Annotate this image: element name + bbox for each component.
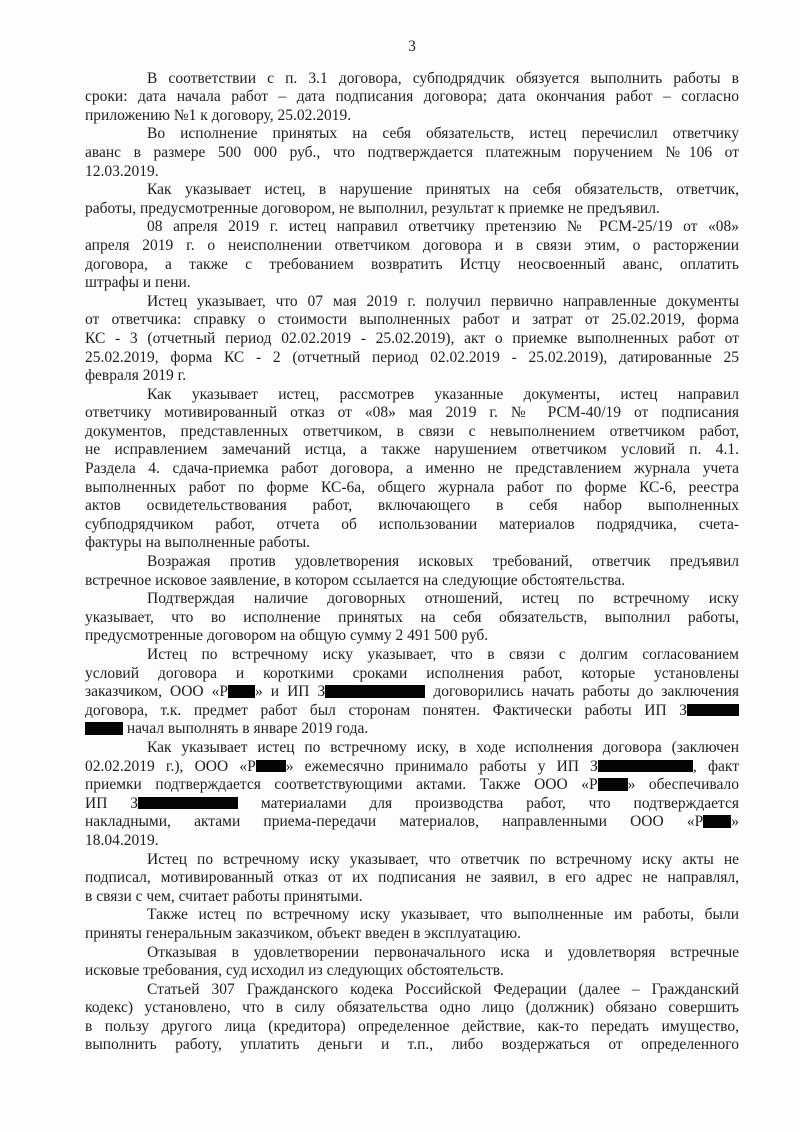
text-run: начал выполнять в январе 2019 года. bbox=[123, 720, 369, 738]
text-line bbox=[85, 832, 739, 851]
text-run: накладными, актами приема-передачи материалов, направленными ООО «Р bbox=[85, 813, 704, 831]
paragraph bbox=[85, 553, 739, 590]
page-number: 3 bbox=[408, 38, 416, 55]
text-run: актов освидетельствования работ, включающего в себя набор выполненных bbox=[85, 497, 739, 515]
text-line bbox=[85, 70, 739, 89]
text-run: » bbox=[731, 813, 739, 831]
text-run: договора, т.к. предмет работ был сторонам понятен. Фактически работы ИП З bbox=[85, 701, 687, 719]
text-line bbox=[85, 144, 739, 163]
text-line bbox=[85, 739, 739, 758]
text-run: приемки подтверждается соответствующими актами. Также ООО «Р bbox=[85, 776, 598, 794]
text-line bbox=[85, 609, 739, 628]
text-line bbox=[85, 330, 739, 349]
document-body bbox=[85, 70, 739, 1055]
text-run: от ответчика: справку о стоимости выполненных работ и затрат от 25.02.2019, форма bbox=[85, 311, 739, 329]
paragraph bbox=[85, 981, 739, 1055]
text-line bbox=[85, 479, 739, 498]
text-run: указывает, что во исполнение принятых на себя обязательств, выполнил работы, bbox=[85, 608, 739, 626]
paragraph bbox=[85, 181, 739, 218]
text-line bbox=[85, 367, 739, 386]
text-run: 25.02.2019, форма КС - 2 (отчетный период 02.02.2019 - 25.02.2019), датированные 25 bbox=[85, 348, 739, 366]
text-line bbox=[85, 274, 739, 293]
text-run: выполнить работу, уплатить деньги и т.п., либо воздержаться от определенного bbox=[85, 1036, 739, 1054]
text-run: заказчиком, ООО «Р bbox=[85, 683, 228, 701]
text-run: ИП З bbox=[85, 794, 139, 812]
text-run: Также истец по встречному иску указывает, что выполненные им работы, были bbox=[147, 906, 739, 924]
text-run: аванс в размере 500 000 руб., что подтверждается платежным поручением №106 от bbox=[85, 143, 739, 161]
text-line bbox=[85, 906, 739, 925]
text-line bbox=[85, 441, 739, 460]
text-run: Истец по встречному иску указывает, что ответчик по встречному иску акты не bbox=[147, 850, 739, 868]
text-line bbox=[85, 720, 739, 739]
text-line bbox=[85, 758, 739, 777]
text-run: встречное исковое заявление, в котором ссылается на следующие обстоятельства. bbox=[85, 571, 626, 589]
text-run: не исправлением замечаний истца, а также нарушением ответчиком условий п. 4.1. bbox=[85, 441, 739, 459]
text-run: Как указывает истец, рассмотрев указанные документы, истец направил bbox=[147, 385, 739, 403]
text-run: Истец по встречному иску указывает, что в связи с долгим согласованием bbox=[147, 646, 739, 663]
text-run: Истец указывает, что 07 мая 2019 г. получил первично направленные документы bbox=[147, 292, 739, 310]
text-run: договора, а также с требованием возвратить Истцу неосвоенный аванс, оплатить bbox=[85, 255, 739, 273]
redaction-bar bbox=[256, 760, 286, 773]
text-line bbox=[85, 851, 739, 870]
paragraph bbox=[85, 646, 739, 739]
text-line bbox=[85, 460, 739, 479]
text-line bbox=[85, 534, 739, 553]
text-run: в пользу другого лица (кредитора) определенное действие, как-то передать имущество, bbox=[85, 1017, 739, 1035]
text-run: КС - 3 (отчетный период 02.02.2019 - 25.02.2019), акт о приемке выполненных работ от bbox=[85, 329, 739, 347]
paragraph bbox=[85, 218, 739, 292]
text-run: апреля 2019 г. о неисполнении ответчиком договора и в связи этим, о расторжении bbox=[85, 236, 739, 254]
paragraph bbox=[85, 70, 739, 126]
text-line bbox=[85, 349, 739, 368]
text-line bbox=[85, 553, 739, 572]
text-run: приняты генеральным заказчиком, объект введен в эксплуатацию. bbox=[85, 924, 521, 942]
text-run: кодекс) установлено, что в силу обязательства одно лицо (должник) обязано совершить bbox=[85, 999, 739, 1017]
text-line bbox=[85, 293, 739, 312]
text-line bbox=[85, 200, 739, 219]
text-line bbox=[85, 962, 739, 981]
text-run: В соответствии с п. 3.1 договора, субподрядчик обязуется выполнить работы в bbox=[147, 69, 739, 87]
text-run: Во исполнение принятых на себя обязательств, истец перечислил ответчику bbox=[147, 125, 739, 143]
text-run: фактуры на выполненные работы. bbox=[85, 534, 311, 552]
text-line bbox=[85, 776, 739, 795]
text-line bbox=[85, 925, 739, 944]
redaction-bar bbox=[598, 778, 628, 791]
text-run: 18.04.2019. bbox=[85, 831, 159, 849]
text-line bbox=[85, 125, 739, 144]
text-line bbox=[85, 888, 739, 907]
text-line bbox=[85, 88, 739, 107]
text-line bbox=[85, 256, 739, 275]
text-line bbox=[85, 590, 739, 609]
text-line bbox=[85, 665, 739, 684]
text-run: » и ИП З bbox=[254, 683, 326, 701]
text-run: Подтверждая наличие договорных отношений, истец по встречному иску bbox=[147, 590, 739, 608]
text-run: Как указывает истец по встречному иску, в ходе исполнения договора (заключен bbox=[147, 738, 739, 756]
paragraph bbox=[85, 944, 739, 981]
text-run: 08 апреля 2019 г. истец направил ответчику претензию № РСМ-25/19 от «08» bbox=[147, 218, 739, 236]
text-run: » ежемесячно принимало работы у ИП З bbox=[285, 757, 598, 775]
text-line bbox=[85, 702, 739, 721]
text-run: договорились начать работы до заключения bbox=[425, 683, 739, 701]
text-run: 02.02.2019 г.), ООО «Р bbox=[85, 757, 256, 775]
text-line bbox=[85, 181, 739, 200]
text-run: Раздела 4. сдача-приемка работ договора, а именно не представлением журнала учета bbox=[85, 460, 739, 478]
text-line bbox=[85, 795, 739, 814]
text-line bbox=[85, 572, 739, 591]
text-run: сроки: дата начала работ – дата подписания договора; дата окончания работ – согласно bbox=[85, 88, 739, 106]
text-run: в связи с чем, считает работы принятыми. bbox=[85, 887, 363, 905]
text-line bbox=[85, 999, 739, 1018]
text-run: условий договора и короткими сроками исполнения работ, которые установлены bbox=[85, 664, 739, 682]
text-line bbox=[85, 813, 739, 832]
text-line bbox=[85, 107, 739, 126]
text-run: материалами для производства работ, что подтверждается bbox=[238, 794, 739, 812]
text-line bbox=[85, 869, 739, 888]
text-line bbox=[85, 404, 739, 423]
redaction-bar bbox=[703, 815, 731, 828]
text-line bbox=[85, 237, 739, 256]
text-run: 12.03.2019. bbox=[85, 162, 159, 180]
text-run: Статьей 307 Гражданского кодека Российской Федерации (далее – Гражданский bbox=[147, 980, 739, 998]
paragraph bbox=[85, 386, 739, 553]
paragraph bbox=[85, 125, 739, 181]
text-run: исковые требования, суд исходил из следующих обстоятельств. bbox=[85, 962, 504, 980]
text-line bbox=[85, 646, 739, 665]
text-line bbox=[85, 683, 739, 702]
text-line bbox=[85, 218, 739, 237]
text-run: штрафы и пени. bbox=[85, 274, 191, 292]
text-run: работы, предусмотренные договором, не выполнил, результат к приемке не предъявил. bbox=[85, 199, 660, 217]
paragraph bbox=[85, 906, 739, 943]
paragraph bbox=[85, 293, 739, 386]
text-run: Отказывая в удовлетворении первоначального иска и удовлетворяя встречные bbox=[147, 943, 739, 961]
text-line bbox=[85, 516, 739, 535]
text-run: документов, представленных ответчиком, в связи с невыполнением ответчиком работ, bbox=[85, 422, 739, 440]
text-line bbox=[85, 497, 739, 516]
text-line bbox=[85, 981, 739, 1000]
text-run: субподрядчиком работ, отчета об использовании материалов подрядчика, счета- bbox=[85, 515, 739, 533]
text-line bbox=[85, 1036, 739, 1055]
text-run: выполненных работ по форме КС-6а, общего журнала работ по форме КС-6, реестра bbox=[85, 478, 739, 496]
redaction-bar bbox=[138, 797, 238, 810]
text-run: Возражая против удовлетворения исковых требований, ответчик предъявил bbox=[147, 553, 739, 571]
redaction-bar bbox=[228, 685, 255, 698]
paragraph bbox=[85, 590, 739, 646]
text-run: приложению №1 к договору, 25.02.2019. bbox=[85, 106, 352, 124]
text-run: » обеспечивало bbox=[627, 776, 740, 794]
paragraph bbox=[85, 851, 739, 907]
text-line bbox=[85, 311, 739, 330]
redaction-bar bbox=[687, 704, 739, 717]
redaction-bar bbox=[325, 685, 425, 698]
text-run: Как указывает истец, в нарушение принятых на себя обязательств, ответчик, bbox=[147, 181, 739, 199]
text-line bbox=[85, 163, 739, 182]
text-line bbox=[85, 944, 739, 963]
text-line bbox=[85, 1018, 739, 1037]
redaction-bar bbox=[598, 760, 693, 773]
text-run: , факт bbox=[692, 757, 739, 775]
document-content bbox=[85, 38, 739, 1055]
text-run: подписал, мотивированный отказ от их подписания не заявил, в его адрес не направлял, bbox=[85, 869, 739, 887]
text-run: февраля 2019 г. bbox=[85, 367, 187, 385]
paragraph bbox=[85, 739, 739, 851]
redaction-bar bbox=[85, 722, 123, 735]
text-line bbox=[85, 423, 739, 442]
text-line bbox=[85, 386, 739, 405]
text-run: ответчику мотивированный отказ от «08» мая 2019 г. № РСМ-40/19 от подписания bbox=[85, 404, 739, 422]
text-line bbox=[85, 627, 739, 646]
text-run: предусмотренные договором на общую сумму 2 491 500 руб. bbox=[85, 627, 489, 645]
